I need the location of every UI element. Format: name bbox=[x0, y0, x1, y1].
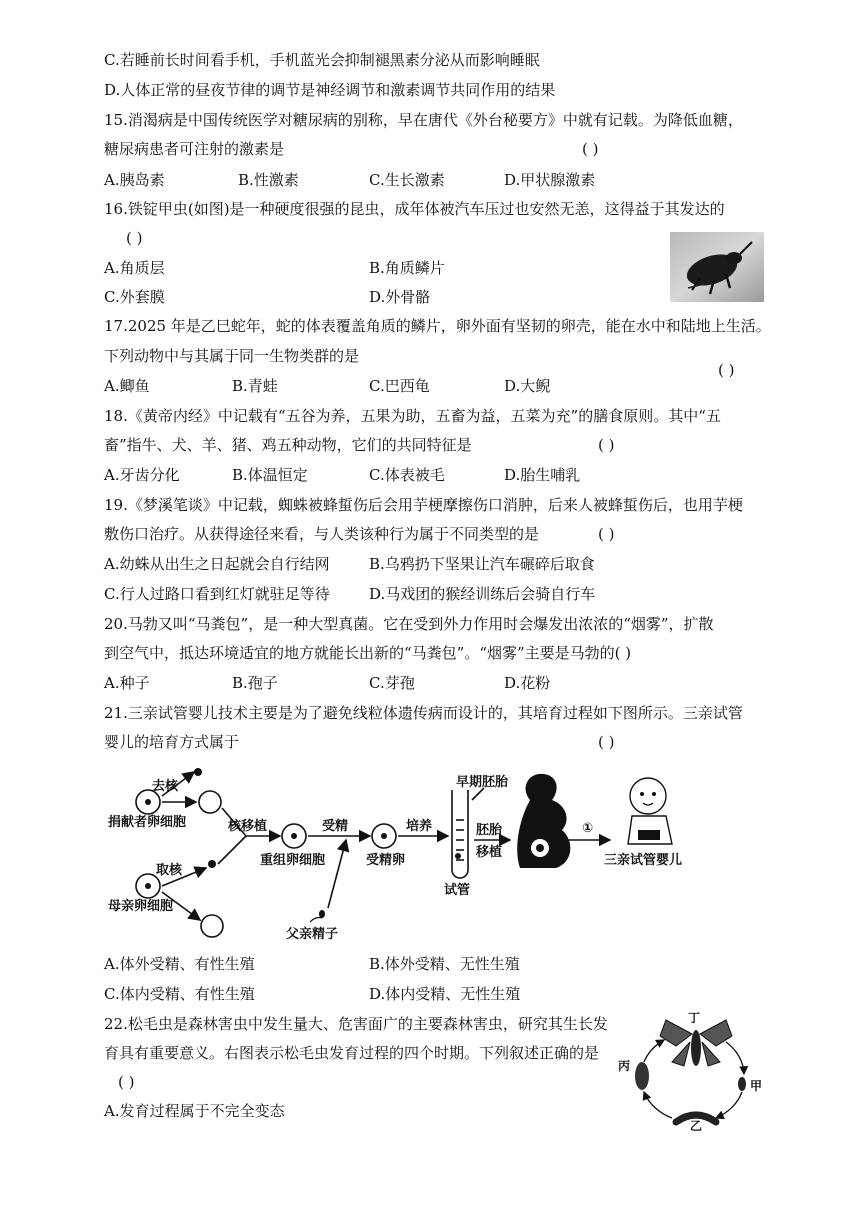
q21-option-d[interactable]: D.体内受精、无性生殖 bbox=[369, 985, 521, 1003]
q17-option-b[interactable]: B.青蛙 bbox=[232, 377, 278, 395]
q20-option-c[interactable]: C.芽孢 bbox=[369, 674, 415, 692]
q15-option-d[interactable]: D.甲状腺激素 bbox=[504, 171, 596, 189]
answer-blank-17[interactable]: ( ) bbox=[718, 361, 735, 379]
q21-option-a[interactable]: A.体外受精、有性生殖 bbox=[104, 955, 255, 973]
question-18-line2: 畜”指牛、犬、羊、猪、鸡五种动物，它们的共同特征是 bbox=[104, 436, 472, 454]
embryo-transfer-label-2: 移植 bbox=[476, 845, 503, 860]
pine-caterpillar-lifecycle-diagram bbox=[616, 1012, 776, 1132]
question-22-line1: 22.松毛虫是森林害虫中发生量大、危害面广的主要森林害虫，研究其生长发 bbox=[104, 1015, 608, 1033]
question-15-line2: 糖尿病患者可注射的激素是 bbox=[104, 140, 285, 158]
step-one-label: ① bbox=[582, 821, 594, 836]
question-21-line1: 21.三亲试管婴儿技术主要是为了避免线粒体遗传病而设计的，其培育过程如下图所示。三亲试管 bbox=[104, 704, 743, 722]
option-d-prev: D.人体正常的昼夜节律的调节是神经调节和激素调节共同作用的结果 bbox=[104, 81, 556, 99]
q16-option-a[interactable]: A.角质层 bbox=[104, 259, 165, 277]
question-16-line1: 16.铁锭甲虫(如图)是一种硬度很强的昆虫，成年体被汽车压过也安然无恙，这得益于其发达的 bbox=[104, 200, 725, 218]
q16-option-b[interactable]: B.角质鳞片 bbox=[369, 259, 445, 277]
q19-option-c[interactable]: C.行人过路口看到红灯就驻足等待 bbox=[104, 585, 330, 603]
fertilize-label: 受精 bbox=[322, 819, 349, 834]
question-21-line2: 婴儿的培育方式属于 bbox=[104, 733, 240, 751]
q18-option-c[interactable]: C.体表被毛 bbox=[369, 466, 445, 484]
stage-bing-label: 丙 bbox=[618, 1059, 631, 1073]
option-c-prev: C.若睡前长时间看手机，手机蓝光会抑制褪黑素分泌从而影响睡眠 bbox=[104, 51, 540, 69]
question-17-line2: 下列动物中与其属于同一生物类群的是 bbox=[104, 347, 360, 365]
q20-option-a[interactable]: A.种子 bbox=[104, 674, 150, 692]
answer-blank-18[interactable]: ( ) bbox=[598, 436, 615, 454]
answer-blank-16[interactable]: ( ) bbox=[126, 229, 143, 247]
donor-remove-label: 去核 bbox=[152, 779, 179, 794]
q18-option-a[interactable]: A.牙齿分化 bbox=[104, 466, 180, 484]
question-20-line2: 到空气中，抵达环境适宜的地方就能长出新的“马粪包”。“烟雾”主要是马勃的( ) bbox=[104, 644, 632, 662]
question-19-line2: 敷伤口治疗。从获得途径来看，与人类该种行为属于不同类型的是 bbox=[104, 525, 540, 543]
q15-option-b[interactable]: B.性激素 bbox=[238, 171, 299, 189]
q15-option-a[interactable]: A.胰岛素 bbox=[104, 171, 165, 189]
recombinant-egg-label: 重组卵细胞 bbox=[260, 853, 326, 868]
stage-ding-label: 丁 bbox=[688, 1012, 701, 1025]
embryo-transfer-label-1: 胚胎 bbox=[476, 823, 503, 838]
mother-egg-label: 母亲卵细胞 bbox=[108, 899, 174, 914]
q17-option-c[interactable]: C.巴西龟 bbox=[369, 377, 430, 395]
question-20-line1: 20.马勃又叫“马粪包”，是一种大型真菌。它在受到外力作用时会爆发出浓浓的“烟雾”，扩散 bbox=[104, 615, 714, 633]
q20-option-b[interactable]: B.孢子 bbox=[232, 674, 278, 692]
donor-egg-label: 捐献者卵细胞 bbox=[108, 815, 187, 830]
take-nucleus-label: 取核 bbox=[156, 863, 183, 878]
q20-option-d[interactable]: D.花粉 bbox=[504, 674, 551, 692]
answer-blank-21[interactable]: ( ) bbox=[598, 733, 615, 751]
three-parent-ivf-diagram bbox=[100, 760, 720, 945]
stage-yi-label: 乙 bbox=[690, 1119, 703, 1132]
q16-option-c[interactable]: C.外套膜 bbox=[104, 288, 165, 306]
baby-label: 三亲试管婴儿 bbox=[604, 853, 683, 868]
answer-blank-19[interactable]: ( ) bbox=[598, 525, 615, 543]
q16-option-d[interactable]: D.外骨骼 bbox=[369, 288, 431, 306]
q15-option-c[interactable]: C.生长激素 bbox=[369, 171, 445, 189]
question-17-line1: 17.2025 年是乙巳蛇年，蛇的体表覆盖角质的鳞片，卵外面有坚韧的卵壳，能在水中和陆地上生活。 bbox=[104, 317, 771, 335]
q18-option-b[interactable]: B.体温恒定 bbox=[232, 466, 308, 484]
q17-option-a[interactable]: A.鲫鱼 bbox=[104, 377, 150, 395]
question-22-line2: 育具有重要意义。右图表示松毛虫发育过程的四个时期。下列叙述正确的是 bbox=[104, 1044, 600, 1062]
answer-blank-15[interactable]: ( ) bbox=[582, 140, 599, 158]
question-19-line1: 19.《梦溪笔谈》中记载，蜘蛛被蜂蜇伤后会用芋梗摩擦伤口消肿，后来人被蜂蜇伤后，也用芋梗 bbox=[104, 496, 743, 514]
q19-option-a[interactable]: A.幼蛛从出生之日起就会自行结网 bbox=[104, 555, 330, 573]
q17-option-d[interactable]: D.大鲵 bbox=[504, 377, 551, 395]
stage-jia-label: 甲 bbox=[750, 1079, 763, 1093]
question-15-line1: 15.消渴病是中国传统医学对糖尿病的别称，早在唐代《外台秘要方》中就有记载。为降低血糖， bbox=[104, 111, 743, 129]
answer-blank-22[interactable]: ( ) bbox=[118, 1073, 135, 1091]
question-18-line1: 18.《黄帝内经》中记载有“五谷为养，五果为助，五畜为益，五菜为充”的膳食原则。其中“五 bbox=[104, 407, 721, 425]
q21-option-c[interactable]: C.体内受精、有性生殖 bbox=[104, 985, 255, 1003]
culture-label: 培养 bbox=[406, 819, 433, 834]
early-embryo-label: 早期胚胎 bbox=[456, 775, 509, 790]
fertilized-egg-label: 受精卵 bbox=[366, 853, 406, 868]
q19-option-d[interactable]: D.马戏团的猴经训练后会骑自行车 bbox=[369, 585, 596, 603]
nuclear-transfer-label: 核移植 bbox=[228, 819, 268, 834]
q21-option-b[interactable]: B.体外受精、无性生殖 bbox=[369, 955, 520, 973]
q19-option-b[interactable]: B.乌鸦扔下坚果让汽车碾碎后取食 bbox=[369, 555, 595, 573]
test-tube-label: 试管 bbox=[444, 883, 471, 898]
father-sperm-label: 父亲精子 bbox=[286, 927, 339, 942]
q22-option-a[interactable]: A.发育过程属于不完全变态 bbox=[104, 1102, 285, 1120]
beetle-photo bbox=[670, 232, 764, 302]
q18-option-d[interactable]: D.胎生哺乳 bbox=[504, 466, 581, 484]
